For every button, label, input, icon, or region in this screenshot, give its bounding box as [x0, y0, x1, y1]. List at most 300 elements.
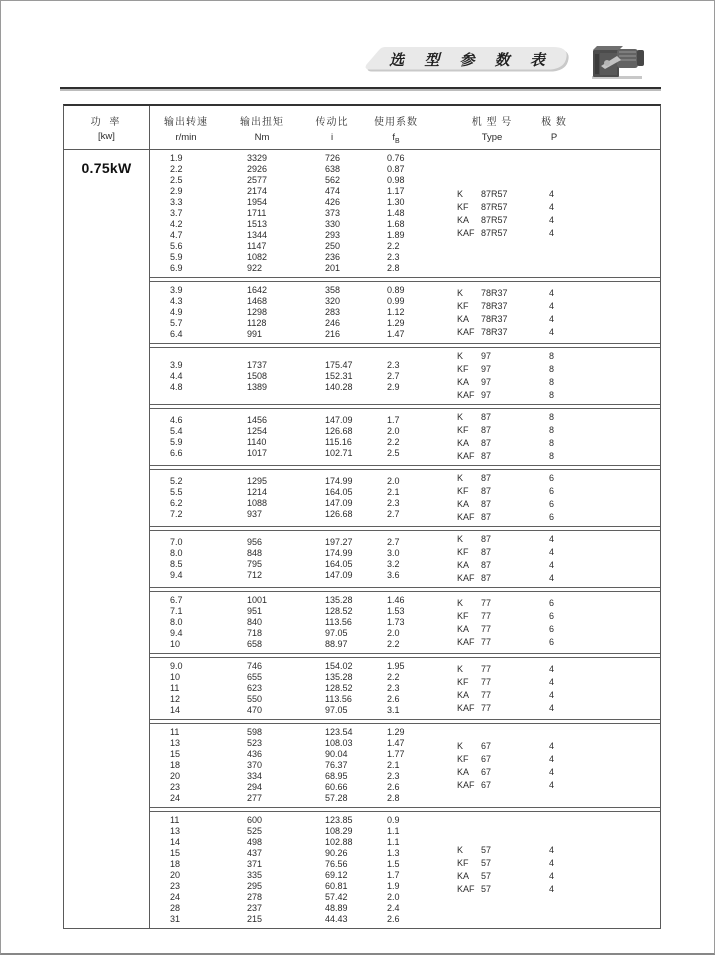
type-prefix: K: [457, 188, 464, 199]
ratio-cell: 123.85: [325, 815, 353, 825]
service-factor-cell: 1.29: [387, 318, 405, 328]
data-row: [150, 476, 660, 487]
ratio-cell: 216: [325, 329, 341, 339]
data-row: [150, 509, 660, 520]
ratio-cell: 164.05: [325, 487, 353, 497]
output-torque-cell: 712: [247, 570, 263, 580]
type-row: [457, 663, 554, 676]
data-row: [150, 628, 660, 639]
type-model: 57: [481, 858, 492, 868]
output-torque-cell: 840: [247, 617, 263, 627]
data-row: [150, 487, 660, 498]
power-column: [64, 106, 150, 928]
type-prefix: KA: [457, 560, 470, 570]
type-row: [457, 227, 554, 240]
type-model: 87R57: [481, 188, 508, 199]
service-factor-cell: 1.73: [387, 617, 405, 627]
ratio-cell: 320: [325, 296, 341, 306]
ratio-cell: 726: [325, 153, 341, 163]
output-torque-cell: 277: [247, 793, 263, 803]
service-factor-cell: 3.0: [387, 548, 400, 558]
data-row: [150, 537, 660, 548]
output-torque-cell: 436: [247, 749, 263, 759]
output-torque-cell: 1642: [247, 285, 268, 295]
ratio-cell: 474: [325, 186, 341, 196]
data-row: [150, 437, 660, 448]
service-factor-cell: 1.12: [387, 307, 405, 317]
service-factor-cell: 1.3: [387, 848, 400, 858]
type-model: 87: [481, 534, 492, 544]
power-header: [64, 106, 149, 150]
poles-value: 4: [549, 560, 555, 570]
output-torque-cell: 600: [247, 815, 263, 825]
output-speed-cell: 20: [170, 771, 181, 781]
data-rows: [150, 661, 660, 716]
output-speed-cell: 11: [170, 815, 180, 825]
output-torque-cell: 951: [247, 606, 263, 616]
type-prefix: KAF: [457, 326, 475, 337]
service-factor-cell: 1.89: [387, 230, 405, 240]
ratio-cell: 123.54: [325, 727, 353, 737]
data-row: [150, 837, 660, 848]
type-model: 97: [481, 390, 492, 400]
type-row: [457, 188, 554, 201]
type-model: 67: [481, 753, 492, 764]
service-factor-cell: 1.1: [387, 837, 400, 847]
output-speed-cell: 4.2: [170, 219, 183, 229]
output-speed-cell: 3.9: [170, 359, 183, 370]
service-factor-cell: 2.9: [387, 381, 400, 392]
type-row: [457, 572, 554, 585]
data-row: [150, 705, 660, 716]
data-row: [150, 606, 660, 617]
output-speed-cell: 15: [170, 848, 181, 858]
output-speed-cell: 9.4: [170, 570, 183, 580]
service-factor-cell: 0.99: [387, 296, 405, 306]
type-model: 87R57: [481, 201, 508, 212]
type-model: 87: [481, 560, 492, 570]
data-rows: [150, 815, 660, 925]
data-row: [150, 639, 660, 650]
poles-value: 4: [549, 702, 555, 713]
type-model: 87: [481, 486, 492, 496]
output-torque-cell: 746: [247, 661, 263, 671]
poles-value: 4: [549, 845, 555, 855]
ratio-cell: 90.04: [325, 749, 348, 759]
output-speed-cell: 4.3: [170, 296, 183, 306]
poles-value: 4: [549, 766, 555, 777]
type-prefix: KF: [457, 610, 469, 621]
output-torque-cell: 937: [247, 509, 263, 519]
ratio-cell: 76.56: [325, 859, 348, 869]
output-speed-cell: 18: [170, 760, 181, 770]
output-torque-cell: 1147: [247, 241, 267, 251]
poles-value: 8: [549, 364, 555, 374]
service-factor-cell: 1.7: [387, 870, 400, 880]
output-torque-cell: 1254: [247, 426, 268, 436]
data-row: [150, 826, 660, 837]
data-row: [150, 208, 660, 219]
type-prefix: K: [457, 473, 464, 483]
output-torque-cell: 295: [247, 881, 263, 891]
output-torque-cell: 335: [247, 870, 263, 880]
ratio-cell: 562: [325, 175, 341, 185]
type-row: [457, 511, 554, 524]
poles-value: 6: [549, 486, 555, 496]
poles-value: 4: [549, 779, 555, 790]
service-factor-cell: 2.2: [387, 437, 400, 447]
service-factor-cell: 1.95: [387, 661, 405, 671]
output-speed-cell: 6.4: [170, 329, 183, 339]
ratio-cell: 358: [325, 285, 341, 295]
poles-value: 4: [549, 676, 555, 687]
type-row: [457, 472, 554, 485]
output-speed-cell: 3.7: [170, 208, 183, 218]
gearmotor-photo: [587, 38, 651, 85]
type-prefix: K: [457, 740, 464, 751]
spec-block: [150, 723, 660, 808]
ratio-cell: 88.97: [325, 639, 348, 649]
output-speed-cell: 2.2: [170, 164, 183, 174]
output-speed-cell: 9.4: [170, 628, 183, 638]
output-speed-cell: 2.5: [170, 175, 183, 185]
output-torque-cell: 1711: [247, 208, 267, 218]
poles-value: 8: [549, 412, 555, 422]
output-torque-cell: 1389: [247, 381, 268, 392]
type-model: 78R37: [481, 287, 508, 298]
ratio-header: 传动比 i: [315, 117, 349, 143]
output-speed-cell: 24: [170, 793, 181, 803]
ratio-cell: 60.66: [325, 782, 348, 792]
data-row: [150, 219, 660, 230]
ratio-cell: 638: [325, 164, 341, 174]
ratio-cell: 283: [325, 307, 341, 317]
table-blocks: [150, 150, 660, 928]
ratio-cell: 113.56: [325, 617, 352, 627]
type-prefix: KA: [457, 689, 470, 700]
service-factor-cell: 2.7: [387, 509, 400, 519]
data-rows: [150, 285, 660, 340]
type-prefix: K: [457, 287, 464, 298]
type-model: 77: [481, 689, 492, 700]
output-speed-cell: 1.9: [170, 153, 183, 163]
poles-value: 4: [549, 753, 555, 764]
output-speed-cell: 4.9: [170, 307, 183, 317]
output-torque-cell: 1298: [247, 307, 268, 317]
ratio-cell: 373: [325, 208, 341, 218]
type-row: [457, 437, 554, 450]
type-prefix: K: [457, 597, 464, 608]
type-row: [457, 546, 554, 559]
output-speed-cell: 4.7: [170, 230, 183, 240]
type-model: 87: [481, 573, 492, 583]
service-factor-cell: 1.48: [387, 208, 405, 218]
type-group: [457, 350, 554, 402]
type-model: 57: [481, 884, 492, 894]
type-prefix: KF: [457, 364, 469, 374]
data-row: [150, 559, 660, 570]
output-speed-cell: 23: [170, 782, 181, 792]
data-row: [150, 914, 660, 925]
ratio-cell: 102.71: [325, 448, 353, 458]
output-torque-header: 输出扭矩 Nm: [240, 117, 284, 143]
output-torque-cell: 623: [247, 683, 263, 693]
output-speed-cell: 9.0: [170, 661, 183, 671]
service-factor-cell: 2.3: [387, 771, 400, 781]
ratio-cell: 90.26: [325, 848, 348, 858]
service-factor-cell: 1.29: [387, 727, 405, 737]
type-model: 67: [481, 740, 492, 751]
ratio-cell: 76.37: [325, 760, 348, 770]
type-model: 87: [481, 412, 492, 422]
type-model: 77: [481, 676, 492, 687]
type-header: 机 型 号 Type: [471, 117, 513, 143]
ratio-cell: 174.99: [325, 548, 353, 558]
output-torque-cell: 1456: [247, 415, 268, 425]
output-torque-cell: 215: [247, 914, 263, 924]
type-model: 77: [481, 597, 492, 608]
poles-value: 4: [549, 689, 555, 700]
type-row: [457, 485, 554, 498]
output-torque-cell: 334: [247, 771, 263, 781]
type-model: 87: [481, 438, 492, 448]
type-row: [457, 610, 554, 623]
output-torque-cell: 718: [247, 628, 263, 638]
service-factor-cell: 2.4: [387, 903, 400, 913]
poles-value: 4: [549, 227, 555, 238]
data-row: [150, 175, 660, 186]
type-model: 78R37: [481, 313, 508, 324]
type-row: [457, 597, 554, 610]
ratio-cell: 330: [325, 219, 341, 229]
output-speed-cell: 5.7: [170, 318, 183, 328]
type-model: 87R57: [481, 214, 508, 225]
output-speed-cell: 20: [170, 870, 181, 880]
ratio-cell: 147.09: [325, 498, 353, 508]
poles-value: 6: [549, 636, 555, 647]
data-row: [150, 498, 660, 509]
type-prefix: KAF: [457, 451, 475, 461]
type-prefix: K: [457, 663, 464, 674]
type-prefix: KA: [457, 871, 470, 881]
type-prefix: KAF: [457, 512, 475, 522]
type-row: [457, 450, 554, 463]
type-prefix: KAF: [457, 702, 475, 713]
service-factor-cell: 0.87: [387, 164, 405, 174]
data-row: [150, 617, 660, 628]
ratio-cell: 152.31: [325, 370, 353, 381]
poles-value: 4: [549, 573, 555, 583]
service-factor-cell: 2.6: [387, 782, 400, 792]
ratio-cell: 197.27: [325, 537, 353, 547]
data-row: [150, 848, 660, 859]
type-model: 97: [481, 377, 492, 387]
output-torque-cell: 1128: [247, 318, 267, 328]
ratio-cell: 154.02: [325, 661, 353, 671]
ratio-cell: 135.28: [325, 672, 353, 682]
output-speed-cell: 8.5: [170, 559, 183, 569]
type-row: [457, 411, 554, 424]
output-speed-cell: 10: [170, 672, 181, 682]
service-factor-cell: 2.8: [387, 793, 400, 803]
output-speed-cell: 7.0: [170, 537, 183, 547]
data-row: [150, 285, 660, 296]
output-speed-cell: 13: [170, 738, 181, 748]
output-speed-cell: 6.9: [170, 263, 183, 273]
data-row: [150, 263, 660, 274]
output-torque-cell: 1513: [247, 219, 268, 229]
ratio-cell: 108.29: [325, 826, 353, 836]
type-row: [457, 623, 554, 636]
data-rows: [150, 476, 660, 520]
service-factor-cell: 2.5: [387, 448, 400, 458]
service-factor-header: 使用系数 $f_B$: [374, 117, 418, 145]
ratio-cell: 48.89: [325, 903, 348, 913]
ratio-cell: 115.16: [325, 437, 352, 447]
ratio-cell: 236: [325, 252, 341, 262]
service-factor-cell: 2.8: [387, 263, 400, 273]
type-row: [457, 376, 554, 389]
output-torque-cell: 294: [247, 782, 263, 792]
type-row: [457, 676, 554, 689]
service-factor-cell: 1.9: [387, 881, 400, 891]
service-factor-cell: 2.0: [387, 892, 400, 902]
service-factor-cell: 2.7: [387, 537, 400, 547]
output-torque-cell: 370: [247, 760, 263, 770]
type-group: [457, 411, 554, 463]
output-torque-cell: 956: [247, 537, 263, 547]
spec-block: [150, 281, 660, 344]
data-row: [150, 881, 660, 892]
service-factor-cell: 2.1: [387, 760, 400, 770]
output-torque-cell: 1214: [247, 487, 268, 497]
type-prefix: KA: [457, 438, 470, 448]
type-prefix: KF: [457, 858, 469, 868]
ratio-cell: 126.68: [325, 509, 353, 519]
output-speed-cell: 11: [170, 683, 180, 693]
output-speed-cell: 8.0: [170, 617, 183, 627]
output-speed-cell: 18: [170, 859, 181, 869]
poles-value: 4: [549, 188, 555, 199]
output-torque-cell: 2577: [247, 175, 268, 185]
output-speed-cell: 4.4: [170, 370, 183, 381]
poles-value: 8: [549, 351, 555, 361]
output-speed-cell: 7.1: [170, 606, 183, 616]
ratio-cell: 164.05: [325, 559, 353, 569]
data-row: [150, 683, 660, 694]
output-speed-cell: 5.9: [170, 437, 183, 447]
type-group: [457, 740, 554, 792]
type-model: 97: [481, 351, 492, 361]
data-rows: [150, 153, 660, 274]
type-prefix: KAF: [457, 390, 475, 400]
type-row: [457, 779, 554, 792]
output-torque-cell: 1344: [247, 230, 268, 240]
spec-block: [150, 408, 660, 466]
data-row: [150, 815, 660, 826]
type-prefix: KA: [457, 623, 470, 634]
ratio-cell: 175.47: [325, 359, 353, 370]
ratio-cell: 250: [325, 241, 341, 251]
output-torque-cell: 848: [247, 548, 263, 558]
type-row: [457, 636, 554, 649]
output-torque-cell: 525: [247, 826, 263, 836]
poles-value: 4: [549, 326, 555, 337]
service-factor-cell: 2.0: [387, 476, 400, 486]
poles-value: 6: [549, 473, 555, 483]
spec-block: [150, 469, 660, 527]
data-row: [150, 360, 660, 371]
spec-block: [150, 657, 660, 720]
service-factor-cell: 0.76: [387, 153, 405, 163]
spec-block: [150, 347, 660, 405]
output-torque-cell: 2174: [247, 186, 268, 196]
poles-value: 4: [549, 534, 555, 544]
type-row: [457, 766, 554, 779]
type-model: 57: [481, 871, 492, 881]
output-speed-cell: 6.6: [170, 448, 183, 458]
type-prefix: KAF: [457, 884, 475, 894]
data-row: [150, 870, 660, 881]
output-speed-cell: 24: [170, 892, 181, 902]
spec-block: [150, 150, 660, 278]
ratio-cell: 128.52: [325, 683, 353, 693]
output-speed-cell: 3.3: [170, 197, 183, 207]
output-torque-cell: 1295: [247, 476, 268, 486]
ratio-cell: 97.05: [325, 705, 348, 715]
output-torque-cell: 795: [247, 559, 263, 569]
poles-value: 4: [549, 313, 555, 324]
data-section: [150, 106, 660, 928]
service-factor-cell: 2.3: [387, 498, 400, 508]
type-row: [457, 313, 554, 326]
ratio-cell: 44.43: [325, 914, 348, 924]
output-speed-cell: 5.2: [170, 476, 183, 486]
data-rows: [150, 360, 660, 393]
poles-value: 8: [549, 390, 555, 400]
data-row: [150, 329, 660, 340]
output-speed-cell: 12: [170, 694, 181, 704]
data-row: [150, 749, 660, 760]
service-factor-cell: 2.6: [387, 694, 400, 704]
data-row: [150, 164, 660, 175]
poles-value: 6: [549, 623, 555, 634]
poles-value: 6: [549, 499, 555, 509]
output-torque-cell: 922: [247, 263, 263, 273]
data-row: [150, 595, 660, 606]
service-factor-cell: 2.3: [387, 359, 400, 370]
poles-value: 4: [549, 287, 555, 298]
output-speed-cell: 10: [170, 639, 181, 649]
type-prefix: KF: [457, 753, 469, 764]
data-row: [150, 382, 660, 393]
poles-value: 8: [549, 438, 555, 448]
type-row: [457, 389, 554, 402]
output-speed-cell: 2.9: [170, 186, 183, 196]
output-torque-cell: 371: [247, 859, 263, 869]
poles-value: 8: [549, 451, 555, 461]
service-factor-cell: 0.9: [387, 815, 400, 825]
table-header-row: [150, 106, 660, 150]
poles-value: 6: [549, 610, 555, 621]
output-speed-cell: 4.8: [170, 381, 183, 392]
poles-value: 6: [549, 512, 555, 522]
type-prefix: KAF: [457, 779, 475, 790]
output-speed-cell: 14: [170, 705, 181, 715]
service-factor-cell: 2.3: [387, 252, 400, 262]
type-model: 78R37: [481, 326, 508, 337]
type-model: 87: [481, 512, 492, 522]
